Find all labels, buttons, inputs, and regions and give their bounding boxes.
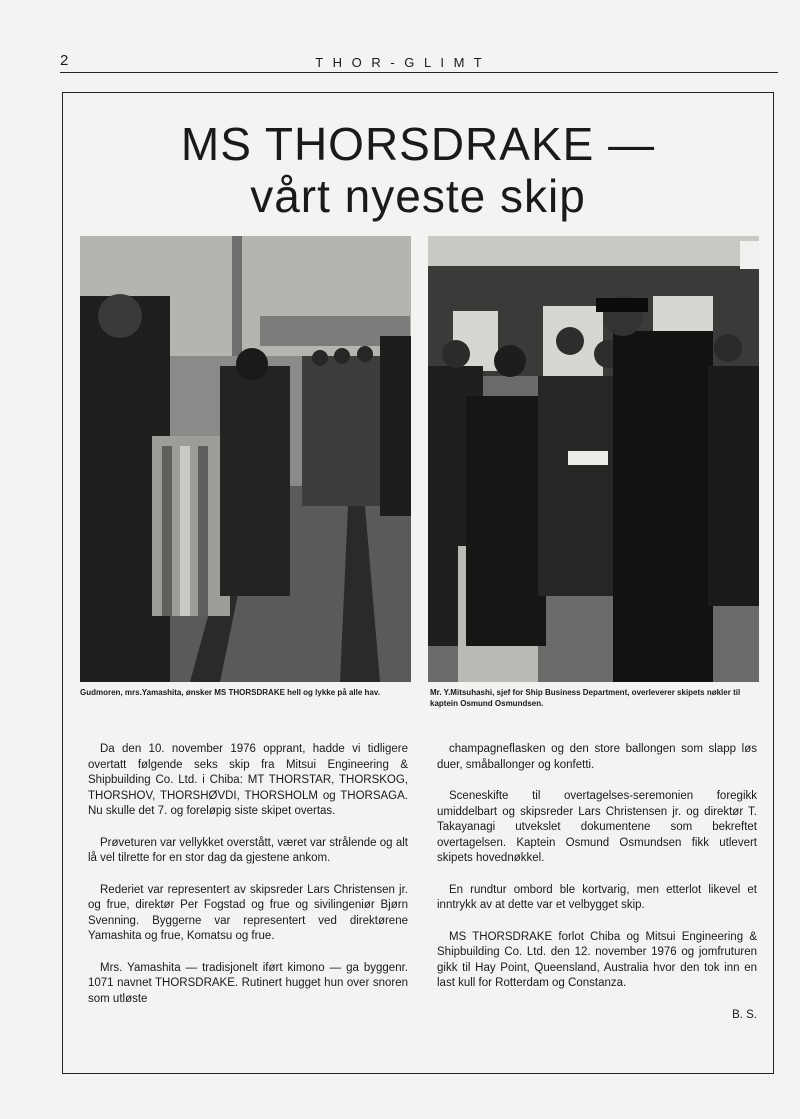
page-number: 2: [60, 52, 69, 69]
paragraph: Mrs. Yamashita — tradisjonelt iført kimono — ga byggenr. 1071 navnet THORSDRAKE. Rutinert hugget hun over snoren som utløste: [88, 961, 408, 1005]
caption-key-handover: Mr. Y.Mitsuhashi, sjef for Ship Business Department, overleverer skipets nøkler til kaptein Osmund Osmundsen.: [430, 688, 741, 708]
publication-title: T H O R - G L I M T: [315, 55, 485, 70]
paragraph: En rundtur ombord ble kortvarig, men etterlot likevel et inntrykk av at dette var et velbygget skip.: [437, 883, 757, 911]
paragraph: Prøveturen var vellykket overstått, været var strålende og alt lå vel tilrette for en stor dag da gjestene ankom.: [88, 836, 408, 864]
body-column-left: [88, 742, 408, 1023]
caption-naming-ceremony: Gudmoren, mrs.Yamashita, ønsker MS THORSDRAKE hell og lykke på alle hav.: [80, 688, 380, 697]
body-column-right: [437, 742, 757, 1039]
paragraph: champagneflasken og den store ballongen som slapp løs duer, småballonger og konfetti.: [437, 743, 757, 771]
paragraph: Rederiet var representert av skipsreder Lars Christensen jr. og frue, direktør Per Fogstad og frue og sivilingeniør Bjørn Svenning. Byggerne var representert ved direktørene Yamashita og frue, Komatsu og frue.: [88, 883, 408, 942]
paragraph: Da den 10. november 1976 opprant, hadde vi tidligere overtatt følgende seks skip fra Mitsui Engineering & Shipbuilding Co. Ltd. i Chiba: MT THORSTAR, THORSKOG, THORSHOV, THORSHØVDI, THORSHOLM og THORSAGA. Nu skulle det 7. og foreløpig siste skipet overtas.: [88, 743, 408, 817]
header-rule: [60, 72, 778, 73]
author-signature: B. S.: [732, 1008, 757, 1021]
paragraph: MS THORSDRAKE forlot Chiba og Mitsui Engineering & Shipbuilding Co. Ltd. den 12. november 1976 og jomfruturen gikk til Hay Point, Queensland, Australia hvor den tok inn en last kull for Rotterdam og Constanza.: [437, 930, 757, 989]
photo-key-handover: [428, 236, 759, 682]
title-line-1: MS THORSDRAKE —: [180, 118, 656, 170]
photo-naming-ceremony: [80, 236, 411, 682]
article-title: [62, 118, 774, 222]
title-line-2: vårt nyeste skip: [250, 170, 586, 222]
paragraph: Sceneskifte til overtagelses-seremonien foregikk umiddelbart og skipsreder Lars Christensen jr. og direktør T. Takayanagi utvekslet dokumentene som bekreftet overtagelsen. Kaptein Osmund Osmundsen fikk utlevert skipets hovednøkkel.: [437, 790, 757, 864]
